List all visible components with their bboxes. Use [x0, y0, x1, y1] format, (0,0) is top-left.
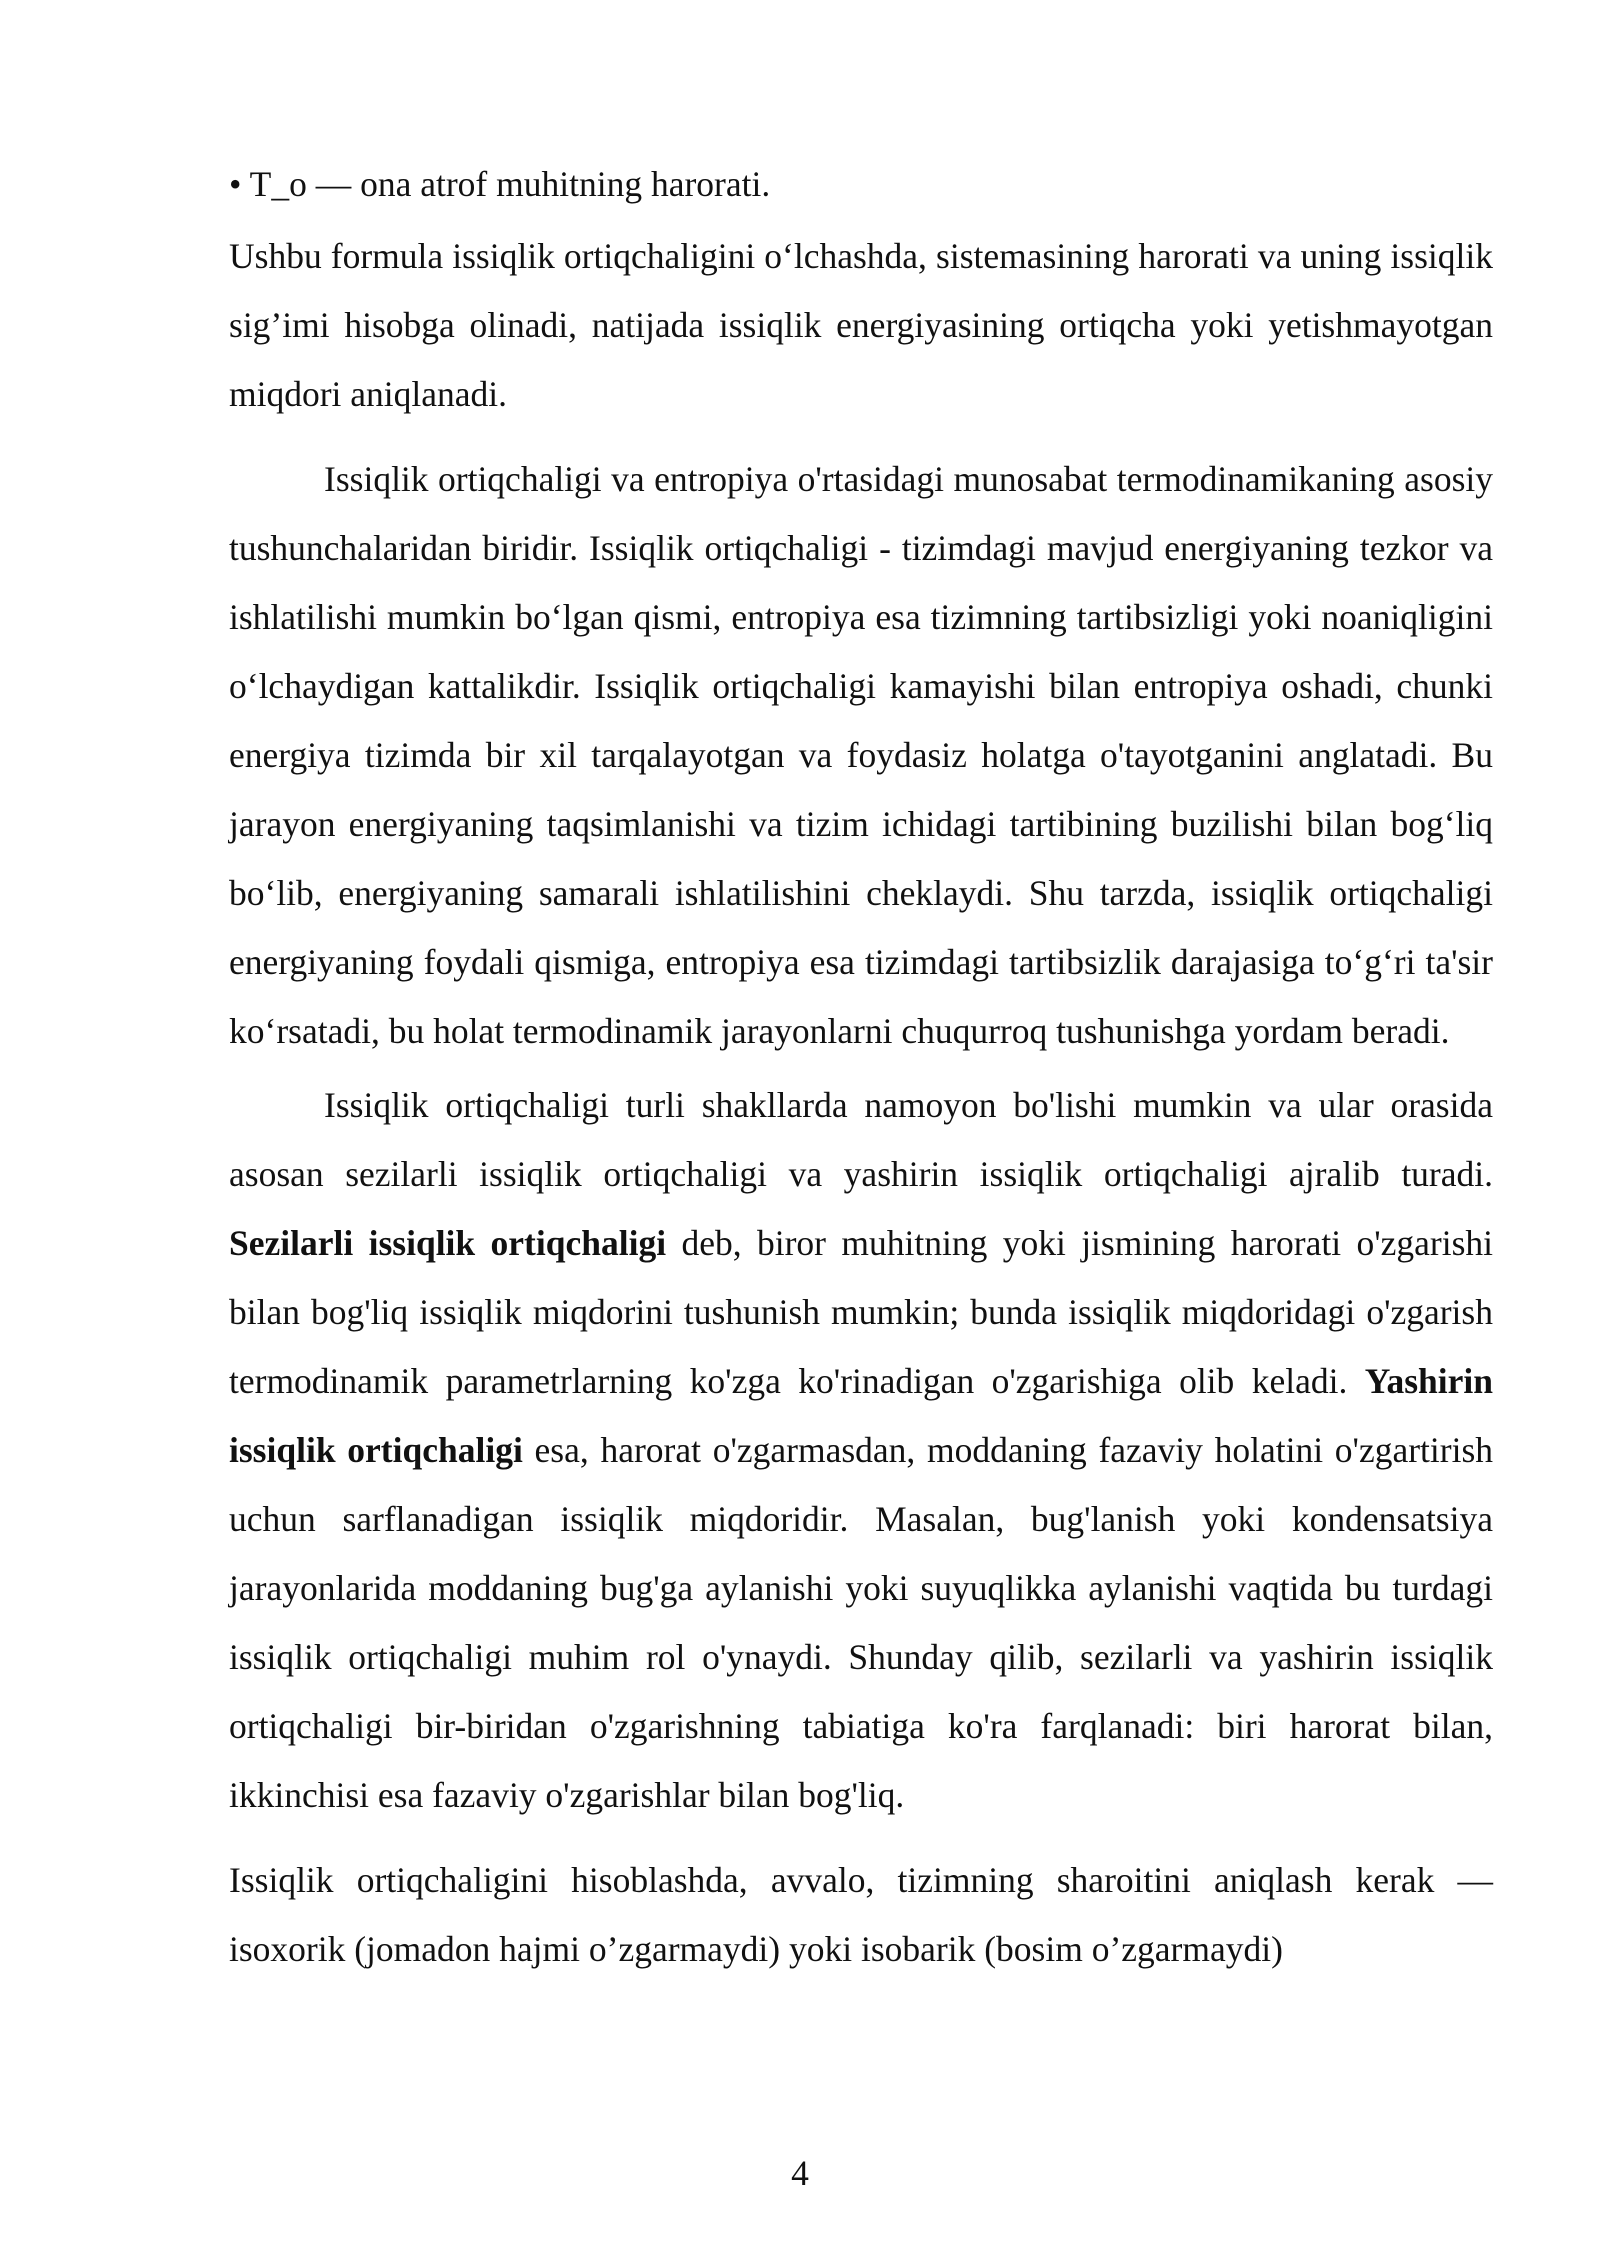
- paragraph-text: Issiqlik ortiqchaligi turli shakllarda namoyon bo'lishi mumkin va ular orasida asosan sezilarli issiqlik ortiqchaligi va yashirin issiqlik ortiqchaligi ajralib turadi.: [229, 1085, 1493, 1194]
- bold-term-latent: Yashirin issiqlik ortiqchaligi: [229, 1361, 1493, 1470]
- paragraph-heat-types: [229, 1071, 1493, 1830]
- bold-term-sensible: Sezilarli issiqlik ortiqchaligi: [229, 1223, 667, 1263]
- page-content: [229, 150, 1493, 1984]
- paragraph-formula-explanation: Ushbu formula issiqlik ortiqchaligini o‘lchashda, sistemasining harorati va uning issiqlik sig’imi hisobga olinadi, natijada issiqlik energiyasining ortiqcha yoki yetishmayotgan miqdori aniqlanadi.: [229, 236, 1493, 414]
- paragraph-text: deb, biror muhitning yoki jismining harorati o'zgarishi bilan bog'liq issiqlik miqdorini tushunish mumkin; bunda issiqlik miqdoridagi o'zgarish termodinamik parametrlarning ko'zga ko'rinadigan o'zgarishiga olib keladi.: [229, 1223, 1493, 1401]
- bullet-item: • T_o — ona atrof muhitning harorati.: [229, 164, 771, 204]
- paragraph-text: esa, harorat o'zgarmasdan, moddaning fazaviy holatini o'zgartirish uchun sarflanadigan issiqlik miqdoridir. Masalan, bug'lanish yoki kondensatsiya jarayonlarida moddaning bug'ga aylanishi yoki suyuqlikka aylanishi vaqtida bu turdagi issiqlik ortiqchaligi muhim rol o'ynaydi. Shunday qilib, sezilarli va yashirin issiqlik ortiqchaligi bir-biridan o'zgarishning tabiatiga ko'ra farqlanadi: biri harorat bilan, ikkinchisi esa fazaviy o'zgarishlar bilan bog'liq.: [229, 1430, 1494, 1815]
- paragraph-entropy-relation: Issiqlik ortiqchaligi va entropiya o'rtasidagi munosabat termodinamikaning asosiy tushunchalaridan biridir. Issiqlik ortiqchaligi - tizimdagi mavjud energiyaning tezkor va ishlatilishi mumkin bo‘lgan qismi, entropiya esa tizimning tartibsizligi yoki noaniqligini o‘lchaydigan kattalikdir. Issiqlik ortiqchaligi kamayishi bilan entropiya oshadi, chunki energiya tizimda bir xil tarqalayotgan va foydasiz holatga o'tayotganini anglatadi. Bu jarayon energiyaning taqsimlanishi va tizim ichidagi tartibining buzilishi bilan bog‘liq bo‘lib, energiyaning samarali ishlatilishini cheklaydi. Shu tarzda, issiqlik ortiqchaligi energiyaning foydali qismiga, entropiya esa tizimdagi tartibsizlik darajasiga to‘g‘ri ta'sir ko‘rsatadi, bu holat termodinamik jarayonlarni chuqurroq tushunishga yordam beradi.: [229, 459, 1493, 1051]
- page-number: 4: [791, 2153, 809, 2193]
- paragraph-calculation: Issiqlik ortiqchaligini hisoblashda, avvalo, tizimning sharoitini aniqlash kerak — isoxorik (jomadon hajmi o’zgarmaydi) yoki isobarik (bosim o’zgarmaydi): [229, 1860, 1493, 1969]
